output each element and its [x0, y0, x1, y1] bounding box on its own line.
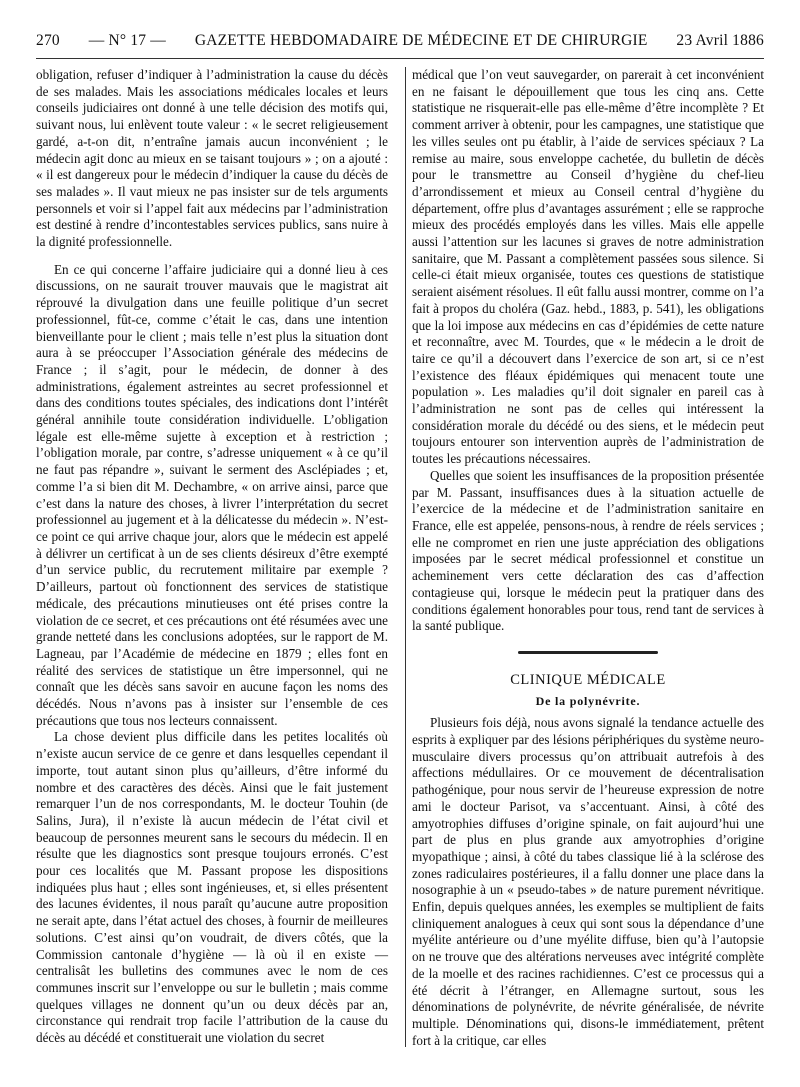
- section-separator: [518, 651, 658, 654]
- left-paragraph-1: obligation, refuser d’indiquer à l’administration la cause du décès de ses malades. Mais les associations médicales locales et leurs conseils judiciaires ont donné à une telle décision des motifs qui, suivant nous, lui enlèvent toute valeur : « le secret religieusement gardé, a-t-on dit, n’entraîne jamais aucun inconvénient ; le médecin agit donc au mieux en se taisant toujours » ; on a ajouté : « il est dangereux pour le médecin d’indiquer la cause du décès de ses malades ». Il vaut mieux ne pas insister sur de tels arguments personnels et voir si l’appel fait aux médecins par l’administration est destiné à rendre d’incontestables services publics, sans nuire à la dignité professionnelle.: [36, 67, 388, 250]
- issue-number: — N° 17 —: [88, 32, 167, 49]
- right-paragraph-1: médical que l’on veut sauvegarder, on parerait à cet inconvénient en ne faisant le dépouillement que tous les cinq ans. Cette statistique ne risquerait-elle pas elle-même d’être incomplète ? Et comment arriver à obtenir, pour les campagnes, une statistique que les villes seules ont pu établir, à l’aide de services spéciaux ? La remise au maire, sous enveloppe cachetée, du bulletin de décès pour le transmettre au Conseil d’hygiène du chef-lieu d’arrondissement et mieux au Conseil central d’hygiène du département, offre plus d’avantages assurément ; elle se rapproche mieux des procédés employés dans les villes. Mais elle appelle aussi l’attention sur les lacunes si graves de notre administration sanitaire, que M. Passant a complètement passées sous silence. Si celle-ci était mieux organisée, toutes ces questions de statistique seraient aisément résolues. Il eût fallu aussi montrer, comme on l’a fait à propos du choléra (Gaz. hebd., 1883, p. 541), les obligations que la loi impose aux médecins en cas d’épidémies de cette nature et reconnaître, avec M. Tourdes, que « le médecin a le droit de taire ce qu’il a découvert dans l’exercice de son art, si ce n’est l’existence des fléaux épidémiques qui menacent toute une population ». Les maladies qu’il doit signaler en pareil cas à l’administration ne sont pas de celles qui intéressent la considération morale du décédé ou des siens, et le médecin peut toujours entourer son intervention auprès de l’administration de toutes les précautions nécessaires.: [412, 67, 764, 467]
- right-paragraph-3: Plusieurs fois déjà, nous avons signalé la tendance actuelle des esprits à expliquer par des lésions périphériques du système neuro-musculaire divers processus qu’on attribuait autrefois à des affections médullaires. Or ce mouvement de décentralisation pathogénique, pour nous servir de l’heureuse expression de notre ami le docteur Parisot, va s’accentuant. Ainsi, à côté des amyotrophies diffuses d’origine spinale, on fait aujourd’hui une part de plus en plus grande aux amyotrophies d’origine myopathique ; ainsi, à côté du tabes classique lié à la sclérose des zones radiculaires postérieures, il a fallu donner une place dans la nosographie à un « pseudo-tabes » de nature purement névritique. Enfin, depuis quelques années, les exemples se multiplient de faits cliniquement analogues à ceux qui sont sous la dépendance d’une myélite antérieure ou d’une myélite diffuse, bien qu’à l’autopsie on ne trouve que des altérations nerveuses avec intégrité complète de la moelle et des racines rachidiennes. C’est ce processus qui a été décrit à l’étranger, en Allemagne surtout, sous les dénominations de polynévrite, de névrite généralisée, de névrite multiple. Dénominations qui, disons-le immédiatement, prêtent fort à la critique, car elles: [412, 715, 764, 1048]
- right-paragraph-2: Quelles que soient les insuffisances de la proposition présentée par M. Passant, insuffisances dues à la situation actuelle de l’exercice de la médecine et de l’administration sanitaire en France, elle est appelée, pensons-nous, à rendre de réels services ; elle ne compromet en rien une juste appréciation des obligations imposées par le secret médical professionnel et constitue un acheminement vers cette déclaration des cas d’affection contagieuse qui, lorsque le médecin peut la pratiquer dans des conditions également honorables pour tous, rend tant de services à la santé publique.: [412, 467, 764, 634]
- column-divider: [405, 67, 406, 1047]
- page-number: 270: [36, 32, 60, 49]
- section-title: CLINIQUE MÉDICALE: [510, 671, 666, 688]
- left-column: [36, 67, 388, 1049]
- left-paragraph-2: En ce qui concerne l’affaire judiciaire qui a donné lieu à ces discussions, on ne saurait trouver mauvais que le magistrat ait réprouvé la divulgation dans une feuille politique d’un secret professionnel, fût-ce, comme c’était le cas, dans une intention bienveillante pour le client ; mais telle n’est plus la situation dont aura à se préoccuper l’Association générale des médecins de France ; il s’agit, pour le médecin, de donner à des administrations, également astreintes au secret professionnel et dans des conditions toutes spéciales, des indications dont l’intérêt général annihile toute considération individuelle. L’obligation légale est elle-même sujette à exception et à restriction ; l’obligation morale, par contre, s’adresse uniquement « à ce qu’il ne faut pas répandre », suivant le serment des Asclépiades ; et, comme l’a si bien dit M. Dechambre, « on arrive ainsi, parce que c’est dans la nature des choses, à livrer l’interprétation du secret professionnel au jugement et à la délicatesse du médecin ». N’est-ce point ce qui arrive chaque jour, alors que le médecin est appelé à délivrer un certificat à un de ses clients désireux d’être exempté d’un service public, du recrutement militaire par exemple ? D’ailleurs, partout où fonctionnent des services de statistique médicale, des précautions minutieuses ont été prises contre la violation de ce secret, et ces précautions ont été résumées avec une grande netteté dans les conclusions adoptées, sur le rapport de M. Lagneau, par l’Académie de médecine en 1879 ; elles font en réalité des services de statistique un être impersonnel, qui ne connaît que les décès sans savoir en aucune façon les noms des décédés. Nous n’avons pas à insister sur l’ensemble de ces précautions que tous nos lecteurs connaissent.: [36, 261, 388, 728]
- left-paragraph-3: La chose devient plus difficile dans les petites localités où n’existe aucun service de ce genre et dans lesquelles cependant il importe, tout autant sinon plus qu’ailleurs, d’être informé du nombre et des caractères des décès. Ainsi que le fait justement remarquer l’un de nos correspondants, M. le docteur Touhin (de Salins, Jura), il n’existe là aucun médecin de l’état civil et beaucoup de personnes meurent sans le secours du médecin. Il en résulte que les diagnostics sont presque toujours erronés. C’est pour ces localités que M. Passant propose les dispositions indiquées plus haut ; elles sont ingénieuses, et, si elles présentent des lacunes évidentes, il nous paraît qu’aucune autre proposition ne serait apte, dans l’état actuel des choses, à fournir de meilleures solutions. C’est ainsi qu’on voudrait, de divers côtés, que la Commission cantonale d’hygiène — là où il en existe — centralisât les bulletins des communes avec le nom de ces communes inscrit sur l’enveloppe ou sur le bulletin ; mais comme quelques villages ne donnent qu’un ou deux décès par an, circonstance qui rendrait trop facile l’attribution de la cause du décès au décédé et constituerait une violation du secret: [36, 729, 388, 1046]
- journal-title: GAZETTE HEBDOMADAIRE DE MÉDECINE ET DE CHIRURGIE: [194, 32, 648, 49]
- section-subtitle: De la polynévrite.: [535, 693, 641, 708]
- article-columns: [36, 67, 764, 1049]
- page-header: [36, 32, 764, 59]
- issue-date: 23 Avril 1886: [676, 32, 764, 49]
- right-column: [412, 67, 764, 1049]
